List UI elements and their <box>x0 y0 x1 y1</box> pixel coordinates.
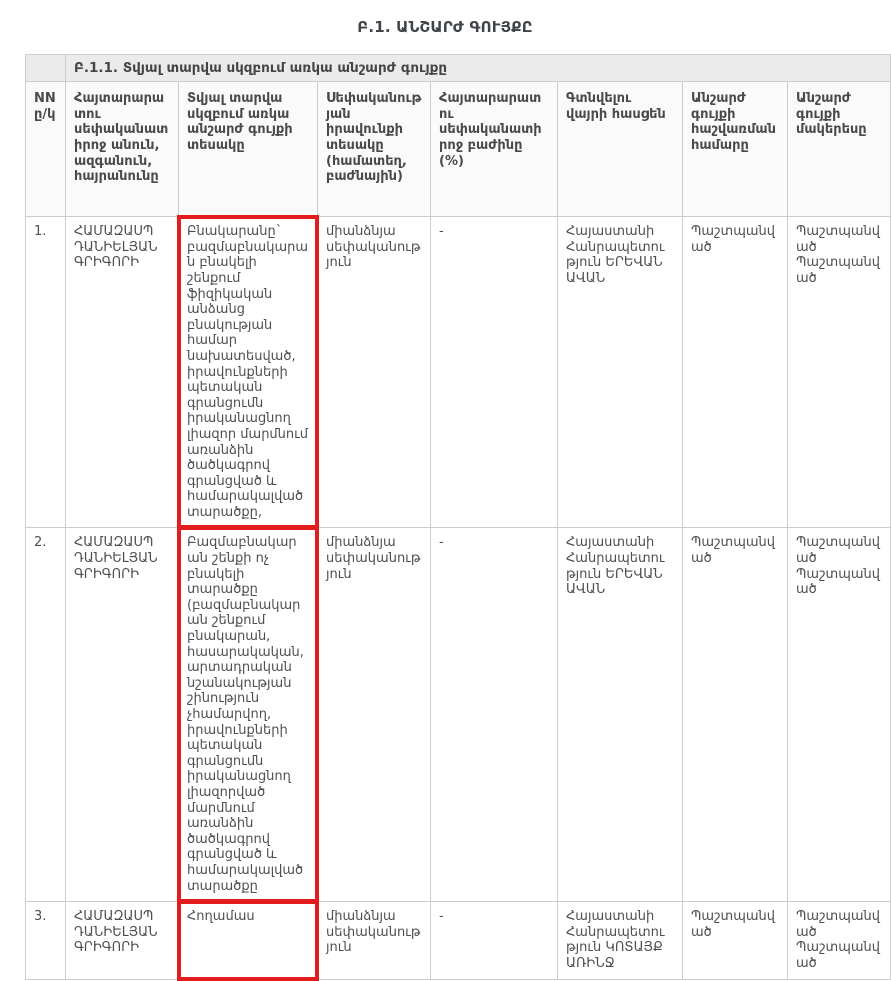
table-row <box>26 217 891 528</box>
page-title: Բ.1. ԱՆՇԱՐԺ ԳՈՒՅՔԸ <box>357 18 533 36</box>
cell-area: Պաշտպանված Պաշտպանված <box>788 217 891 528</box>
col-header-area: Անշարժ գույքի մակերեսը <box>788 82 891 217</box>
cell-owner: ՀԱՄԱԶԱՍՊ ԴԱՆԻԵԼՅԱՆ ԳՐԻԳՈՐԻ <box>66 528 179 902</box>
property-type-text: Բազմաբնակարան շենքի ոչ բնակելի տարածքը (բազմաբնակարան շենքում բնակարան, հասարակական, արտադրական նշանակության շինություն չհամարվող, իրավունքների պետական գրանցումն իրականացնող լիազորված մարմնում առանձին ծածկագրով գրանցված և համարակալված տարածքը <box>187 535 304 894</box>
property-type-text: Բնակարանը` բազմաբնակարան բնակելի շենքում ֆիզիկական անձանց բնակության համար նախատեսված, իրավունքների պետական գրանցումն իրականացնող լիազոր մարմնում առանձին ծածկագրով գրանցված և համարակալված տարածքը, <box>187 224 309 520</box>
cell-share: - <box>431 902 558 979</box>
col-header-property-type: Տվյալ տարվա սկզբում առկա անշարժ գույքի տեսակը <box>179 82 318 217</box>
table-row <box>26 902 891 979</box>
cell-nn: 3. <box>26 902 66 979</box>
cell-ownership-type: միանձնյա սեփականություն <box>318 528 431 902</box>
col-header-share: Հայտարարատու սեփականատիրոջ բաժինը (%) <box>431 82 558 217</box>
cell-reg-number: Պաշտպանված <box>683 902 788 979</box>
cell-address: Հայաստանի Հանրապետություն ԵՐԵՎԱՆ ԱՎԱՆ <box>558 217 683 528</box>
col-header-reg-number: Անշարժ գույքի հաշվառման համարը <box>683 82 788 217</box>
cell-property-type <box>179 528 318 902</box>
cell-address: Հայաստանի Հանրապետություն ԿՈՏԱՅՔ ԱՌԻՆՋ <box>558 902 683 979</box>
section-header-row <box>26 55 891 82</box>
cell-share: - <box>431 217 558 528</box>
cell-ownership-type: միանձնյա սեփականություն <box>318 217 431 528</box>
section-header-title: Բ.1.1. Տվյալ տարվա սկզբում առկա անշարժ գույքը <box>66 55 891 82</box>
column-header-row <box>26 82 891 217</box>
cell-property-type <box>179 217 318 528</box>
section-header-empty-cell <box>26 55 66 82</box>
cell-share: - <box>431 528 558 902</box>
cell-ownership-type: միանձնյա սեփականություն <box>318 902 431 979</box>
cell-address: Հայաստանի Հանրապետություն ԵՐԵՎԱՆ ԱՎԱՆ <box>558 528 683 902</box>
col-header-ownership-type: Սեփականության իրավունքի տեսակը (համատեղ, բաժնային) <box>318 82 431 217</box>
col-header-nn: NN ը/կ <box>26 82 66 217</box>
cell-owner: ՀԱՄԱԶԱՍՊ ԴԱՆԻԵԼՅԱՆ ԳՐԻԳՈՐԻ <box>66 217 179 528</box>
cell-area: Պաշտպանված Պաշտպանված <box>788 528 891 902</box>
table-row <box>26 528 891 902</box>
cell-property-type <box>179 902 318 979</box>
cell-reg-number: Պաշտպանված <box>683 217 788 528</box>
cell-owner: ՀԱՄԱԶԱՍՊ ԴԱՆԻԵԼՅԱՆ ԳՐԻԳՈՐԻ <box>66 902 179 979</box>
cell-nn: 2. <box>26 528 66 902</box>
cell-nn: 1. <box>26 217 66 528</box>
real-estate-table <box>25 54 891 980</box>
col-header-address: Գտնվելու վայրի հասցեն <box>558 82 683 217</box>
cell-reg-number: Պաշտպանված <box>683 528 788 902</box>
col-header-owner: Հայտարարատու սեփականատիրոջ անուն, ազգանուն, հայրանունը <box>66 82 179 217</box>
cell-area: Պաշտպանված Պաշտպանված <box>788 902 891 979</box>
property-type-text: Հողամաս <box>187 909 255 925</box>
